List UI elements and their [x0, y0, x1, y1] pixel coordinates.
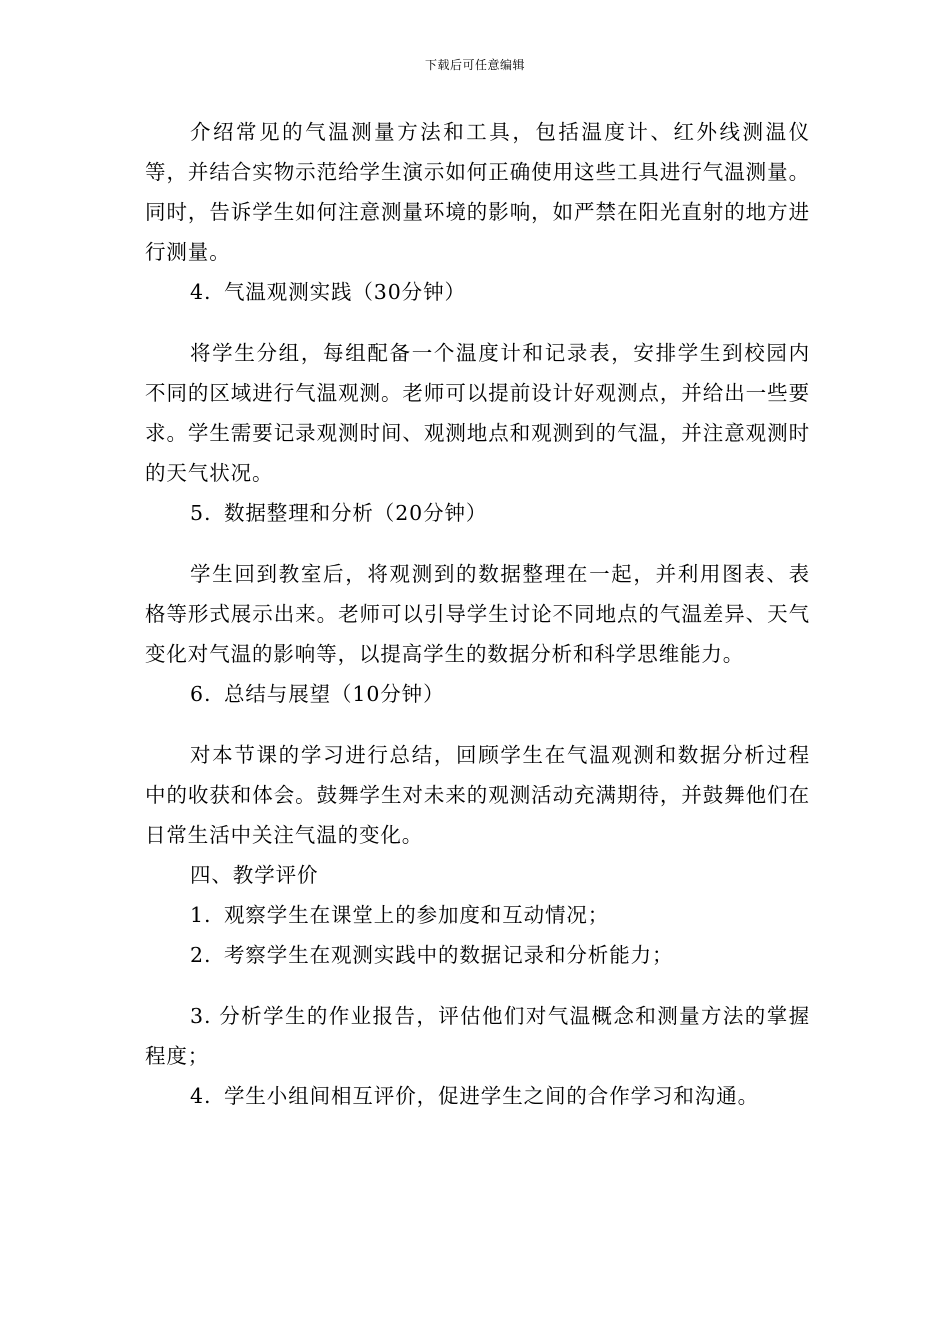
document-body [145, 112, 810, 1116]
heading-number: 6. [190, 682, 212, 706]
heading-text: 数据整理和分析（20分钟） [224, 501, 488, 525]
evaluation-item-3: 3. 分析学生的作业报告，评估他们对气温概念和测量方法的掌握程度； [145, 1004, 810, 1068]
item-text: 学生小组间相互评价，促进学生之间的合作学习和沟通。 [224, 1084, 759, 1108]
paragraph-observation-practice: 将学生分组，每组配备一个温度计和记录表，安排学生到校园内不同的区域进行气温观测。老师可以提前设计好观测点，并给出一些要求。学生需要记录观测时间、观测地点和观测到的气温，并注意观测时的天气状况。 [145, 341, 810, 485]
evaluation-item-1 [145, 895, 810, 935]
item-text: 观察学生在课堂上的参加度和互动情况； [224, 903, 610, 927]
paragraph-summary: 对本节课的学习进行总结，回顾学生在气温观测和数据分析过程中的收获和体会。鼓舞学生对未来的观测活动充满期待，并鼓舞他们在日常生活中关注气温的变化。 [145, 743, 810, 847]
section-heading-6 [145, 674, 810, 714]
heading-text: 总结与展望（10分钟） [224, 682, 445, 706]
section-heading-evaluation: 四、教学评价 [190, 863, 319, 887]
section-heading-5 [145, 493, 810, 533]
evaluation-item-4 [145, 1076, 810, 1116]
item-number: 1. [190, 903, 212, 927]
item-text: 考察学生在观测实践中的数据记录和分析能力； [224, 943, 674, 967]
paragraph-measurement-methods: 介绍常见的气温测量方法和工具，包括温度计、红外线测温仪等，并结合实物示范给学生演示如何正确使用这些工具进行气温测量。同时，告诉学生如何注意测量环境的影响，如严禁在阳光直射的地方进行测量。 [145, 120, 810, 264]
heading-number: 5. [190, 501, 212, 525]
heading-number: 4. [190, 280, 212, 304]
evaluation-item-2 [145, 935, 810, 975]
page-header: 下载后可任意编辑 [424, 58, 525, 72]
item-number: 2. [190, 943, 212, 967]
item-number: 4. [190, 1084, 212, 1108]
paragraph-data-analysis: 学生回到教室后，将观测到的数据整理在一起，并利用图表、表格等形式展示出来。老师可以引导学生讨论不同地点的气温差异、天气变化对气温的影响等，以提高学生的数据分析和科学思维能力。 [145, 562, 810, 666]
section-heading-4 [145, 272, 810, 312]
heading-text: 气温观测实践（30分钟） [224, 280, 466, 304]
